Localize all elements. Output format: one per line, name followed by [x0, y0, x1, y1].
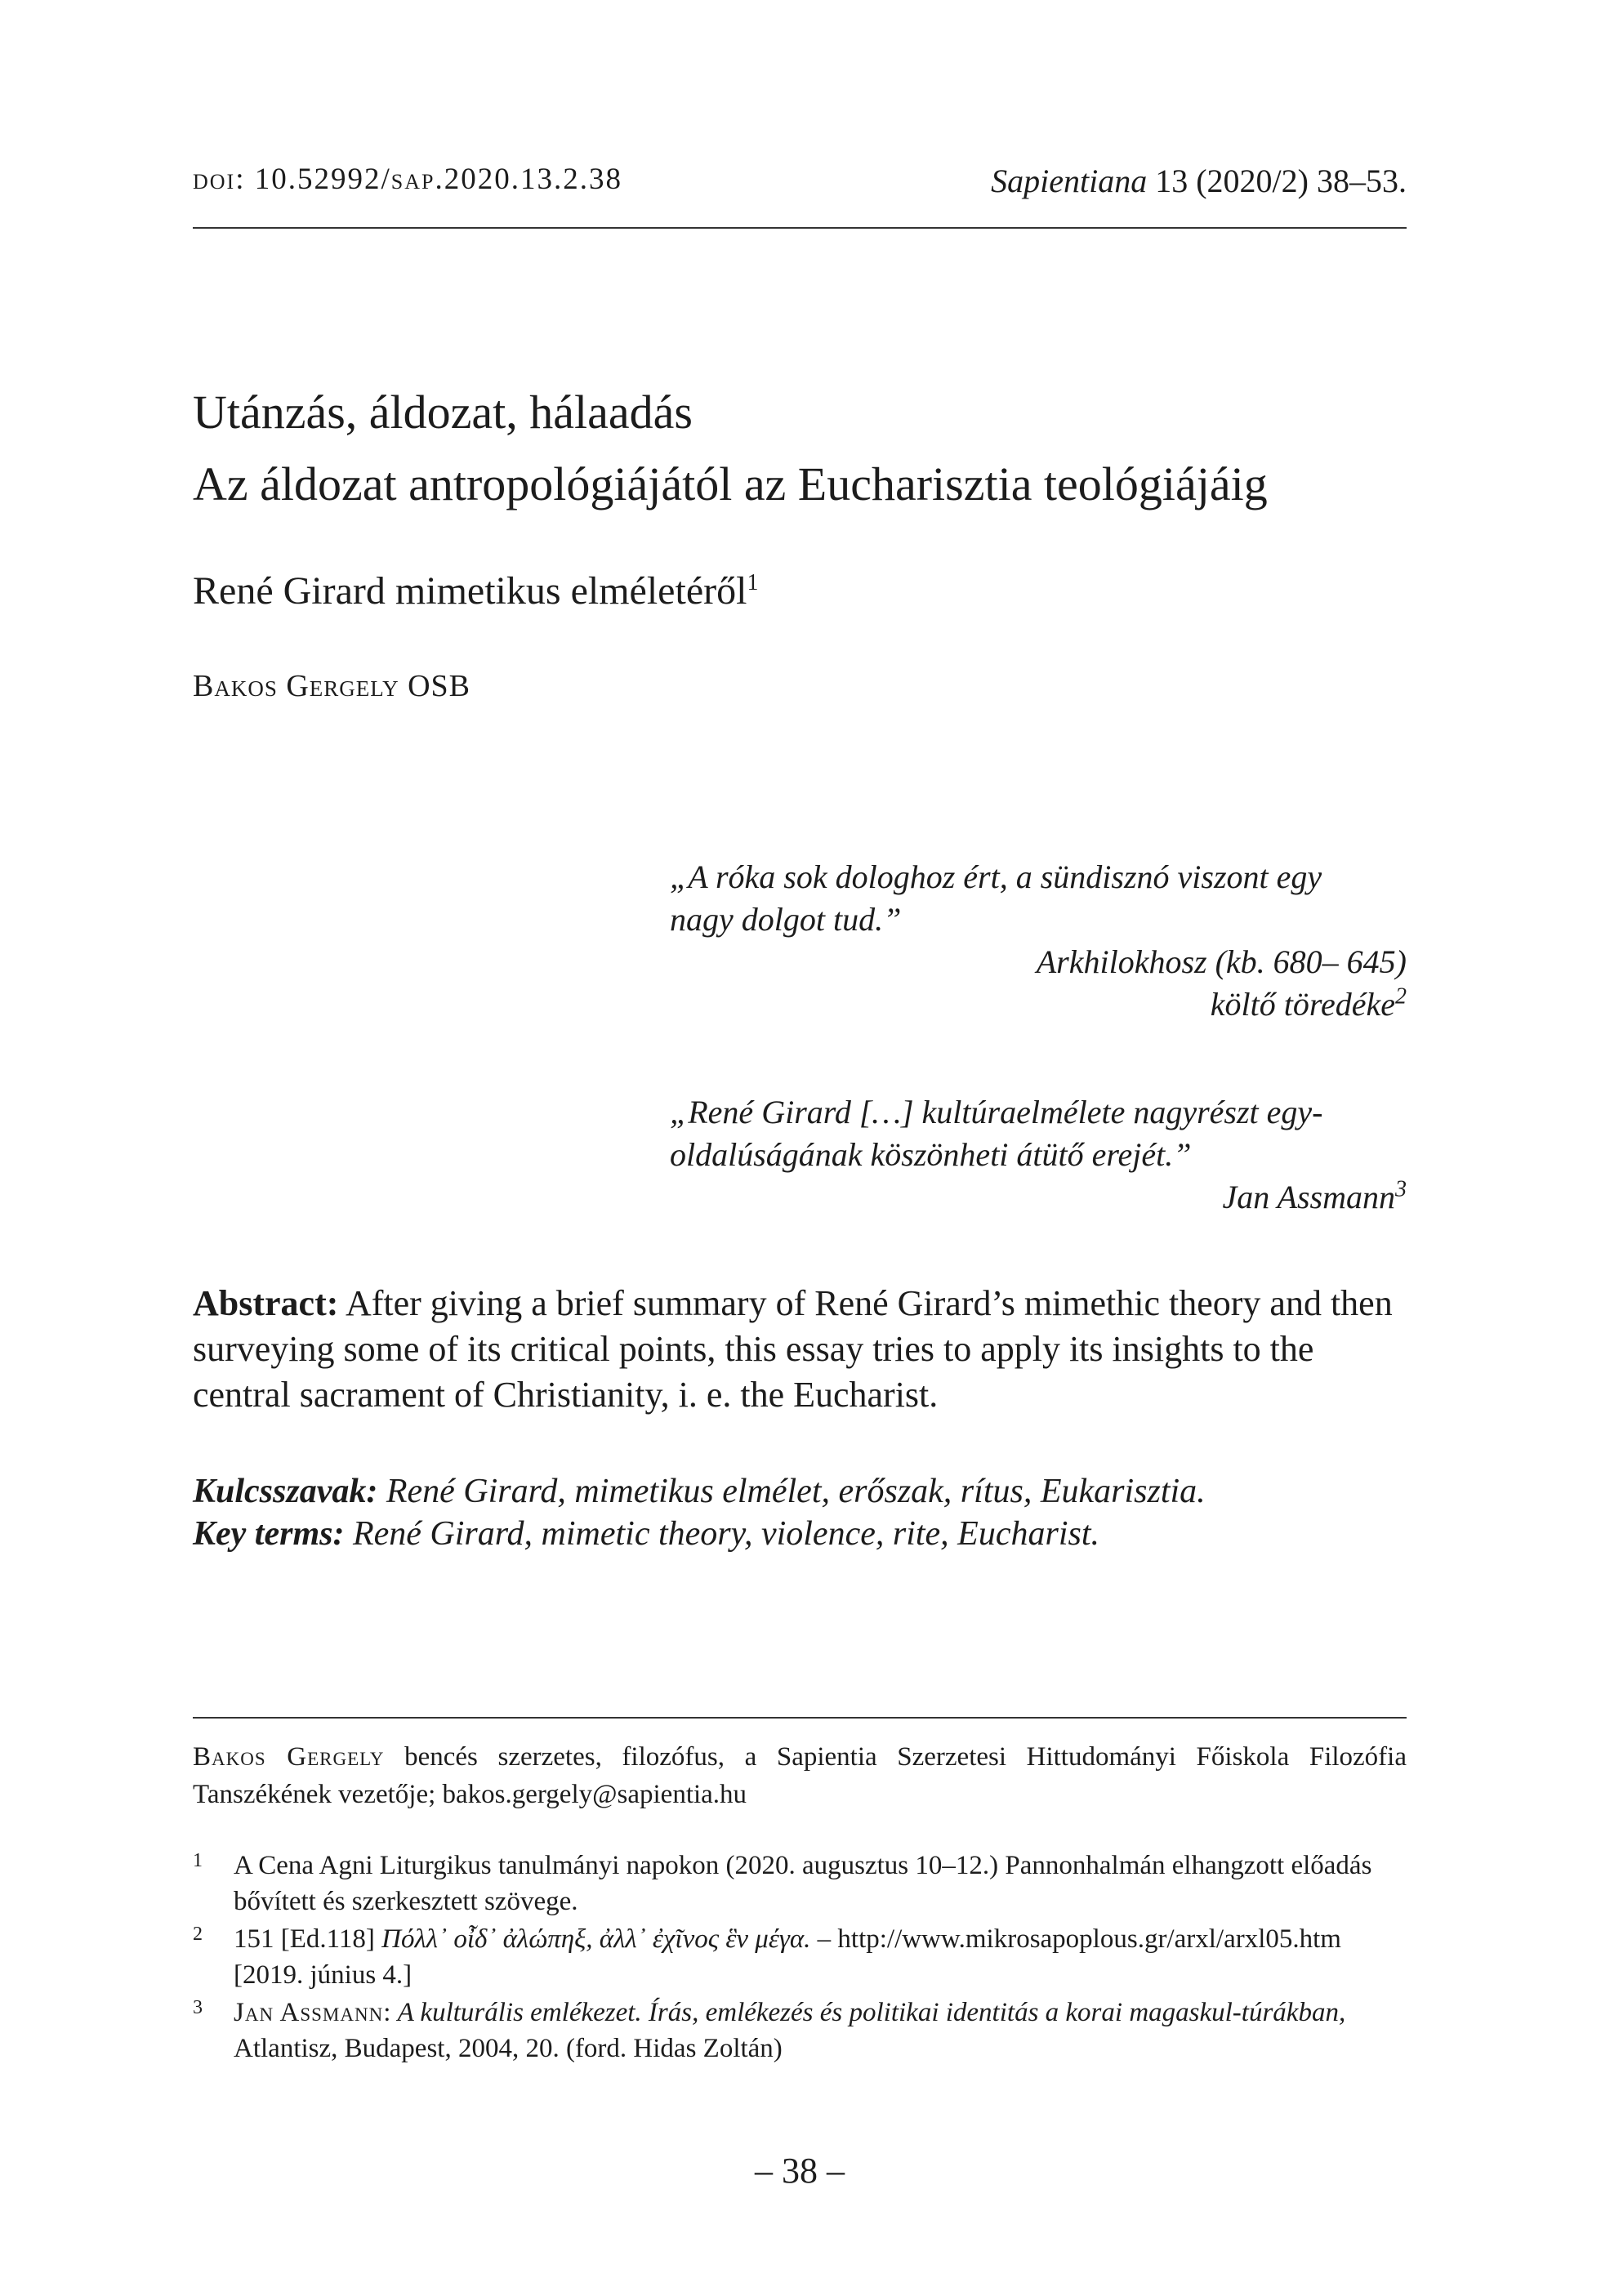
article-page	[193, 0, 1407, 2296]
abstract-label: Abstract:	[193, 1283, 339, 1323]
article-subtitle	[193, 568, 758, 613]
epigraph-1-line-2: nagy dolgot tud.”	[670, 901, 902, 938]
article-title-line-2: Az áldozat antropológiájától az Eucharisztia teológiájáig	[193, 457, 1268, 510]
footnote-2-greek: Πόλλ᾽ οἶδ᾽ ἀλώπηξ, ἀλλ᾽ ἐχῖνος ἓν μέγα.	[381, 1924, 811, 1954]
epigraph-2-attribution: Jan Assmann	[1222, 1179, 1395, 1215]
epigraph-1-line-1: „A róka sok dologhoz ért, a sündisznó viszont egy	[670, 858, 1322, 895]
footnote-2-body	[234, 1921, 1407, 1993]
footnote-3-number: 3	[193, 1997, 203, 2018]
epigraph-2-attribution-wrap	[670, 1176, 1407, 1219]
journal-issue: 13 (2020/2) 38–53.	[1147, 163, 1407, 199]
footnote-1	[193, 1848, 1407, 1919]
epigraph-1-attribution-2-wrap	[670, 983, 1407, 1026]
epigraph-2-line-1: „René Girard […] kultúraelmélete nagyrészt egy-	[670, 1094, 1323, 1130]
keywords-en-text: René Girard, mimetic theory, violence, rite, Eucharist.	[344, 1515, 1100, 1553]
abstract	[193, 1281, 1407, 1418]
journal-name: Sapientiana	[991, 163, 1148, 199]
keywords-hu	[193, 1470, 1407, 1513]
author-name: Bakos Gergely OSB	[193, 669, 471, 703]
footnote-ref-3[interactable]: 3	[1395, 1176, 1407, 1202]
keywords-hu-text: René Girard, mimetikus elmélet, erőszak, rítus, Eukarisztia.	[377, 1473, 1206, 1510]
footnote-ref-2[interactable]: 2	[1395, 983, 1407, 1010]
epigraph-1	[670, 856, 1407, 1026]
journal-citation	[991, 162, 1407, 200]
epigraph-1-attribution-1: Arkhilokhosz (kb. 680– 645)	[1036, 943, 1407, 980]
keywords-en	[193, 1513, 1407, 1555]
epigraph-2	[670, 1091, 1407, 1219]
abstract-text: After giving a brief summary of René Girard’s mimethic theory and then surveying some of its critical points, this essay tries to apply its insights to the central sacrament of Christianity, i. e. the Eucharist.	[193, 1283, 1393, 1415]
bio-text: bencés szerzetes, filozófus, a Sapientia Szerzetesi Hittudományi Főiskola Filozófia Tanszékének vezetője; bakos.gergely@sapientia.hu	[193, 1742, 1407, 1809]
article-title-line-1: Utánzás, áldozat, hálaadás	[193, 386, 693, 439]
bio-name: Bakos Gergely	[193, 1742, 385, 1772]
footnote-ref-1[interactable]: 1	[747, 570, 759, 595]
footnote-3-title: A kulturális emlékezet. Írás, emlékezés és politikai identitás a korai magaskul-túrákban,	[397, 1998, 1346, 2027]
footnote-3-body	[234, 1995, 1407, 2066]
running-header	[193, 162, 1407, 229]
subtitle-text: René Girard mimetikus elméletéről	[193, 569, 747, 613]
keywords-hu-label: Kulcsszavak:	[193, 1473, 378, 1510]
keywords-en-label: Key terms:	[193, 1515, 345, 1553]
page-number: – 38 –	[755, 2151, 845, 2191]
epigraph-1-attribution-2: költő töredéke	[1210, 986, 1395, 1023]
keywords	[193, 1470, 1407, 1555]
epigraph-2-line-2: oldalúságának köszönheti átütő erejét.”	[670, 1136, 1192, 1173]
footnote-2-number: 2	[193, 1924, 203, 1945]
footnote-2-link[interactable]: – http://www.mikrosapoplous.gr/arxl/arxl05.htm [2019. június 4.]	[234, 1924, 1341, 1990]
doi-text: doi: 10.52992/sap.2020.13.2.38	[193, 163, 622, 196]
footnote-1-text: A Cena Agni Liturgikus tanulmányi napokon (2020. augusztus 10–12.) Pannonhalmán elhangzott előadás bővített és szerkesztett szövege.	[234, 1851, 1372, 1916]
footnote-divider	[193, 1717, 1407, 1719]
footnote-3-author: Jan Assmann	[234, 1998, 384, 2027]
footnote-3-colon: :	[383, 1998, 398, 2027]
footnote-2	[193, 1921, 1407, 1993]
author-bio	[193, 1738, 1407, 1813]
footnote-1-number: 1	[193, 1850, 203, 1871]
footnote-3	[193, 1995, 1407, 2066]
footnote-2-text-a: 151 [Ed.118]	[234, 1924, 382, 1954]
footnote-3-rest: Atlantisz, Budapest, 2004, 20. (ford. Hidas Zoltán)	[234, 2034, 783, 2063]
